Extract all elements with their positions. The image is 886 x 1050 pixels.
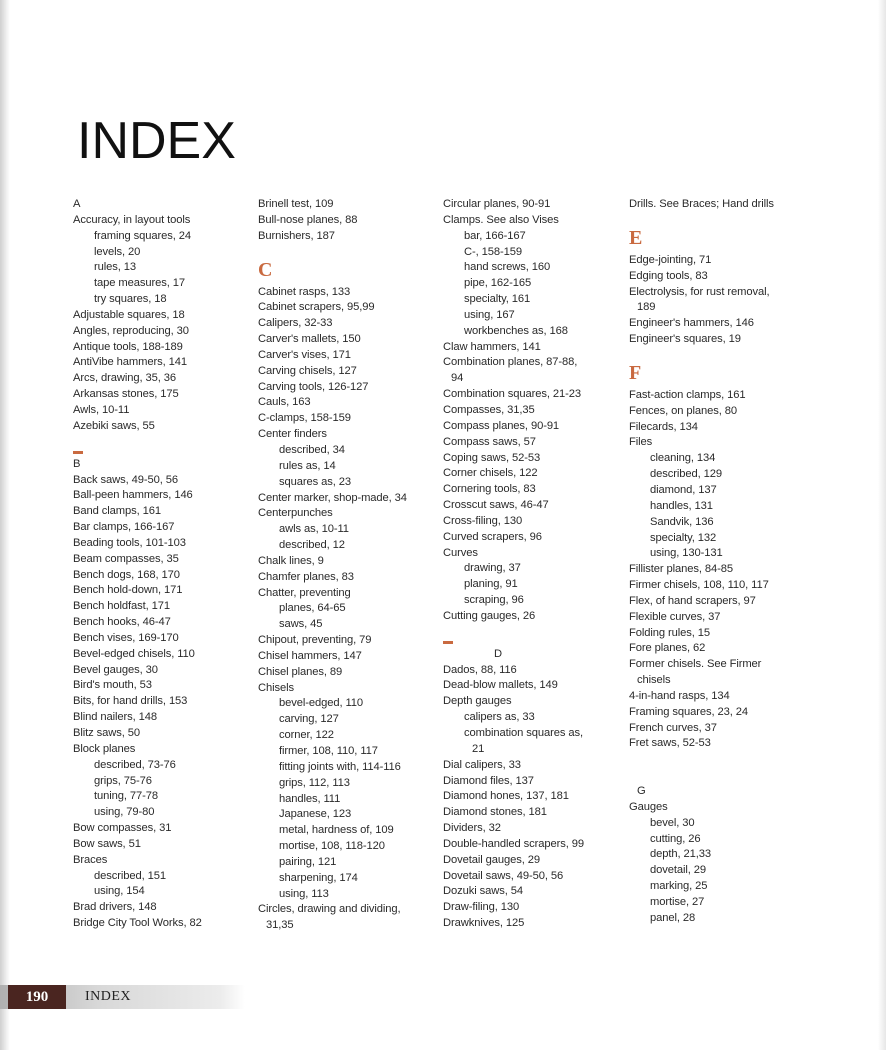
index-entry: Folding rules, 15 xyxy=(629,626,711,639)
index-entry: Bits, for hand drills, 153 xyxy=(73,695,188,708)
index-entry: Bevel gauges, 30 xyxy=(73,663,158,676)
index-subentry: scraping, 96 xyxy=(464,594,524,607)
index-subentry: handles, 131 xyxy=(650,499,713,512)
index-subentry: using, 130-131 xyxy=(650,547,723,560)
index-entry: Firmer chisels, 108, 110, 117 xyxy=(629,579,769,592)
index-entry: Curves xyxy=(443,546,478,559)
index-entry: Blitz saws, 50 xyxy=(73,727,140,739)
index-entry: 4-in-hand rasps, 134 xyxy=(629,689,730,702)
index-entry: Carver's mallets, 150 xyxy=(258,333,361,346)
index-subentry: rules, 13 xyxy=(94,261,137,274)
index-entry: Blind nailers, 148 xyxy=(73,711,158,724)
index-subentry: cleaning, 134 xyxy=(650,452,716,465)
index-entry: Beam compasses, 35 xyxy=(73,552,179,565)
index-subentry: try squares, 18 xyxy=(94,293,167,306)
index-subentry: bevel, 30 xyxy=(650,816,695,829)
index-entry: Diamond hones, 137, 181 xyxy=(443,790,569,803)
index-entry: Bridge City Tool Works, 82 xyxy=(73,917,202,930)
section-letter-heading: B xyxy=(73,457,81,470)
index-subentry: carving, 127 xyxy=(279,713,339,726)
section-letter-heading: D xyxy=(494,647,502,660)
index-subentry: bar, 166-167 xyxy=(464,229,526,242)
index-entry: Azebiki saws, 55 xyxy=(73,419,155,432)
index-subentry: pairing, 121 xyxy=(279,855,337,868)
index-entry: Edge-jointing, 71 xyxy=(629,253,712,266)
index-entry: Dozuki saws, 54 xyxy=(443,885,523,898)
index-entry: Dovetail saws, 49-50, 56 xyxy=(443,869,564,882)
index-entry: Chipout, preventing, 79 xyxy=(258,634,372,647)
index-entry: Ball-peen hammers, 146 xyxy=(73,489,193,502)
index-subentry: combination squares as, xyxy=(464,727,583,739)
index-entry: Chisels xyxy=(258,681,294,694)
index-subentry: squares as, 23 xyxy=(279,475,351,488)
index-entry: Depth gauges xyxy=(443,695,512,708)
index-subentry: described, 73-76 xyxy=(94,758,176,771)
index-subentry: corner, 122 xyxy=(279,729,334,742)
index-subentry-continuation: 21 xyxy=(472,742,485,755)
index-subentry: fitting joints with, 114-116 xyxy=(279,760,401,773)
index-entry-continuation: 189 xyxy=(637,301,656,314)
index-subentry: C-, 158-159 xyxy=(464,245,522,258)
index-entry: Chisel hammers, 147 xyxy=(258,649,362,662)
index-entry: Framing squares, 23, 24 xyxy=(629,705,748,718)
index-entry: Bird's mouth, 53 xyxy=(73,679,152,692)
page-binding-shadow xyxy=(0,0,10,1050)
index-subentry: panel, 28 xyxy=(650,911,696,924)
index-column-3 xyxy=(443,197,618,932)
index-entry: Chamfer planes, 83 xyxy=(258,570,354,583)
index-entry: Burnishers, 187 xyxy=(258,229,335,242)
index-entry: Centerpunches xyxy=(258,507,333,520)
index-subentry: specialty, 161 xyxy=(464,293,531,306)
index-entry: Circles, drawing and dividing, xyxy=(258,903,401,916)
index-entry: Fast-action clamps, 161 xyxy=(629,388,746,401)
index-entry: Bow saws, 51 xyxy=(73,837,141,850)
index-entry: Angles, reproducing, 30 xyxy=(73,324,189,337)
index-subentry: awls as, 10-11 xyxy=(279,523,349,536)
index-entry-continuation: 94 xyxy=(451,372,464,385)
index-entry: Bull-nose planes, 88 xyxy=(258,213,358,226)
index-subentry: using, 79-80 xyxy=(94,806,155,819)
index-entry: Accuracy, in layout tools xyxy=(73,213,191,226)
index-subentry: mortise, 108, 118-120 xyxy=(279,840,385,853)
index-entry: Band clamps, 161 xyxy=(73,505,161,518)
index-entry: Circular planes, 90-91 xyxy=(443,198,551,210)
index-entry: Cornering tools, 83 xyxy=(443,483,536,496)
index-entry: Edging tools, 83 xyxy=(629,269,708,282)
index-entry: Cutting gauges, 26 xyxy=(443,609,536,622)
index-entry: Chatter, preventing xyxy=(258,586,351,599)
index-entry: C-clamps, 158-159 xyxy=(258,412,351,425)
index-subentry: planes, 64-65 xyxy=(279,602,346,615)
page-edge-shadow xyxy=(878,0,886,1050)
index-subentry: levels, 20 xyxy=(94,245,141,258)
index-entry: Beading tools, 101-103 xyxy=(73,536,186,549)
index-entry: Block planes xyxy=(73,742,136,755)
index-subentry: saws, 45 xyxy=(279,618,323,631)
index-entry: Gauges xyxy=(629,800,668,813)
index-entry: Combination squares, 21-23 xyxy=(443,388,581,401)
index-subentry: dovetail, 29 xyxy=(650,864,707,877)
index-entry: Double-handled scrapers, 99 xyxy=(443,837,584,850)
index-entry: Draw-filing, 130 xyxy=(443,901,520,914)
section-letter-heading: A xyxy=(73,198,81,210)
page-title: INDEX xyxy=(77,111,236,170)
index-subentry: using, 113 xyxy=(279,887,329,900)
index-subentry: described, 34 xyxy=(279,443,345,456)
index-entry: Arkansas stones, 175 xyxy=(73,388,179,401)
index-subentry: described, 12 xyxy=(279,539,345,552)
index-subentry: rules as, 14 xyxy=(279,459,336,472)
index-entry: Chalk lines, 9 xyxy=(258,554,324,567)
index-entry: Drawknives, 125 xyxy=(443,917,525,930)
index-subentry: marking, 25 xyxy=(650,880,708,893)
page-number: 190 xyxy=(8,985,66,1009)
index-subentry: framing squares, 24 xyxy=(94,229,191,242)
index-subentry: Sandvik, 136 xyxy=(650,515,714,528)
index-entry: Bench dogs, 168, 170 xyxy=(73,568,180,581)
index-subentry: grips, 112, 113 xyxy=(279,776,350,789)
index-subentry: metal, hardness of, 109 xyxy=(279,824,394,837)
index-entry: Carving tools, 126-127 xyxy=(258,380,369,393)
index-entry: Claw hammers, 141 xyxy=(443,340,541,353)
index-entry: Bench hooks, 46-47 xyxy=(73,616,171,629)
index-subentry: diamond, 137 xyxy=(650,483,717,496)
section-divider-mark xyxy=(73,451,83,454)
index-entry: Bench vises, 169-170 xyxy=(73,631,179,644)
index-entry: Antique tools, 188-189 xyxy=(73,340,183,353)
spacer xyxy=(629,768,809,784)
index-entry: Brad drivers, 148 xyxy=(73,901,157,914)
index-entry: Diamond files, 137 xyxy=(443,774,534,787)
index-entry: Carving chisels, 127 xyxy=(258,364,357,377)
index-entry: Electrolysis, for rust removal, xyxy=(629,285,770,298)
index-entry: Compass planes, 90-91 xyxy=(443,419,560,432)
index-entry: Dial calipers, 33 xyxy=(443,758,521,771)
index-entry: Engineer's hammers, 146 xyxy=(629,317,754,330)
index-subentry: depth, 21,33 xyxy=(650,848,712,861)
index-entry: Cabinet rasps, 133 xyxy=(258,285,351,298)
index-entry: Arcs, drawing, 35, 36 xyxy=(73,372,176,385)
index-entry: Coping saws, 52-53 xyxy=(443,451,541,464)
index-entry: Cross-filing, 130 xyxy=(443,514,523,527)
index-entry: Carver's vises, 171 xyxy=(258,348,351,361)
index-subentry: described, 151 xyxy=(94,869,166,882)
index-subentry: using, 167 xyxy=(464,308,515,321)
index-subentry: tuning, 77-78 xyxy=(94,790,159,803)
index-subentry: specialty, 132 xyxy=(650,531,717,544)
index-entry: Fore planes, 62 xyxy=(629,642,706,655)
index-subentry: drawing, 37 xyxy=(464,562,521,575)
index-entry: Fences, on planes, 80 xyxy=(629,404,737,417)
index-subentry: using, 154 xyxy=(94,885,145,898)
index-entry: Dovetail gauges, 29 xyxy=(443,853,540,866)
index-entry: Dados, 88, 116 xyxy=(443,663,517,676)
index-entry: Engineer's squares, 19 xyxy=(629,333,741,346)
index-entry: Corner chisels, 122 xyxy=(443,467,538,480)
index-subentry: planing, 91 xyxy=(464,578,518,591)
index-entry: Center marker, shop-made, 34 xyxy=(258,491,407,504)
index-entry: Cabinet scrapers, 95,99 xyxy=(258,301,375,314)
index-entry: Brinell test, 109 xyxy=(258,198,334,210)
index-entry: Bench holdfast, 171 xyxy=(73,600,170,613)
index-entry: Flexible curves, 37 xyxy=(629,610,721,623)
section-divider-mark xyxy=(443,641,453,644)
index-entry: Braces xyxy=(73,853,108,866)
index-entry: Fillister planes, 84-85 xyxy=(629,563,734,576)
index-entry: Dividers, 32 xyxy=(443,822,501,835)
index-entry: Calipers, 32-33 xyxy=(258,317,333,330)
index-entry: Bow compasses, 31 xyxy=(73,822,172,835)
index-entry: Drills. See Braces; Hand drills xyxy=(629,198,774,210)
index-entry: Chisel planes, 89 xyxy=(258,665,343,678)
index-subentry: workbenches as, 168 xyxy=(464,324,568,337)
index-subentry: tape measures, 17 xyxy=(94,277,185,290)
index-entry: Bevel-edged chisels, 110 xyxy=(73,647,195,660)
index-entry: Center finders xyxy=(258,428,327,441)
index-entry: Bar clamps, 166-167 xyxy=(73,521,175,534)
index-subentry: described, 129 xyxy=(650,468,722,481)
index-column-4 xyxy=(629,197,809,927)
index-subentry: grips, 75-76 xyxy=(94,774,152,787)
index-entry-continuation: 31,35 xyxy=(266,919,294,932)
index-entry: Awls, 10-11 xyxy=(73,403,130,416)
index-entry: Fret saws, 52-53 xyxy=(629,737,711,750)
index-entry: Curved scrapers, 96 xyxy=(443,530,542,543)
index-entry: Compasses, 31,35 xyxy=(443,403,535,416)
index-subentry: mortise, 27 xyxy=(650,895,705,908)
footer-section-label: INDEX xyxy=(85,989,132,1004)
index-entry: Combination planes, 87-88, xyxy=(443,356,578,369)
index-entry: Compass saws, 57 xyxy=(443,435,536,448)
index-column-2 xyxy=(258,197,433,934)
index-entry: Bench hold-down, 171 xyxy=(73,584,183,597)
spacer xyxy=(629,752,809,768)
index-subentry: cutting, 26 xyxy=(650,832,701,845)
index-subentry: sharpening, 174 xyxy=(279,871,358,884)
index-entry: Dead-blow mallets, 149 xyxy=(443,679,558,692)
index-entry: Files xyxy=(629,436,653,449)
index-entry: Clamps. See also Vises xyxy=(443,213,559,226)
index-subentry: calipers as, 33 xyxy=(464,711,535,724)
section-letter-heading: F xyxy=(629,361,642,384)
index-subentry: bevel-edged, 110 xyxy=(279,697,364,710)
index-entry: Flex, of hand scrapers, 97 xyxy=(629,594,756,607)
index-entry: Cauls, 163 xyxy=(258,396,311,409)
index-entry: Back saws, 49-50, 56 xyxy=(73,473,178,486)
index-entry: Adjustable squares, 18 xyxy=(73,308,185,321)
index-subentry: firmer, 108, 110, 117 xyxy=(279,745,378,757)
index-entry: Filecards, 134 xyxy=(629,420,698,433)
index-entry: Former chisels. See Firmer xyxy=(629,658,762,671)
index-entry-continuation: chisels xyxy=(637,674,671,687)
section-letter-heading: C xyxy=(258,258,273,281)
index-subentry: hand screws, 160 xyxy=(464,261,551,274)
index-subentry: Japanese, 123 xyxy=(279,808,352,821)
index-subentry: pipe, 162-165 xyxy=(464,277,532,290)
index-entry: French curves, 37 xyxy=(629,721,717,734)
section-letter-heading: E xyxy=(629,226,643,249)
section-letter-heading: G xyxy=(637,785,646,797)
index-entry: Crosscut saws, 46-47 xyxy=(443,499,549,512)
index-column-1 xyxy=(73,197,243,932)
index-entry: AntiVibe hammers, 141 xyxy=(73,356,187,369)
index-entry: Diamond stones, 181 xyxy=(443,806,547,819)
index-subentry: handles, 111 xyxy=(279,792,341,805)
